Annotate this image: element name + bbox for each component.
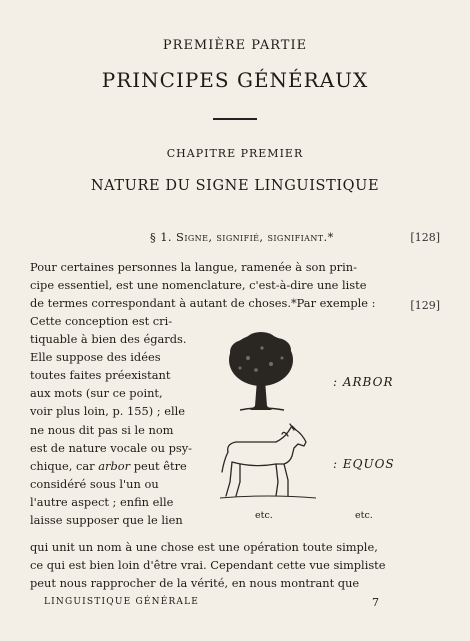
margin-ref-129: [129] xyxy=(410,299,440,312)
narrow-line: voir plus loin, p. 155) ; elle xyxy=(30,404,186,419)
etc-left: etc. xyxy=(255,510,273,521)
page-number: 7 xyxy=(372,596,379,609)
running-title: LINGUISTIQUE GÉNÉRALE xyxy=(44,597,200,607)
narrow-line: chique, car arbor peut être xyxy=(30,458,187,473)
intro-paragraph xyxy=(30,258,428,312)
narrow-line: laisse supposer que le lien xyxy=(30,513,183,528)
section-star: * xyxy=(327,230,334,244)
chapter-title: NATURE DU SIGNE LINGUISTIQUE xyxy=(90,178,380,194)
tree-label: : ARBOR xyxy=(333,375,394,389)
chapter-heading: CHAPITRE PREMIER xyxy=(166,147,304,160)
paragraph-line: Pour certaines personnes la langue, ramenée à son prin- xyxy=(30,260,357,274)
narrow-line: tiquable à bien des égards. xyxy=(30,332,187,347)
narrow-line: l'autre aspect ; enfin elle xyxy=(30,494,174,509)
etc-right: etc. xyxy=(355,510,373,521)
part-title: PRINCIPES GÉNÉRAUX xyxy=(101,68,369,92)
title-divider xyxy=(213,118,257,120)
section-number: § 1. xyxy=(150,230,172,244)
tree-illustration xyxy=(226,330,296,414)
narrow-line: Cette conception est cri- xyxy=(30,314,173,328)
section-title: Signe, signifié, signifiant. xyxy=(176,230,328,244)
arbor-italic: arbor xyxy=(98,458,131,473)
narrow-line: Elle suppose des idées xyxy=(30,350,161,365)
closing-line: ce qui est bien loin d'être vrai. Cependant cette vue simpliste xyxy=(30,558,386,573)
horse-label: : EQUOS xyxy=(333,457,395,471)
section-heading xyxy=(150,230,334,244)
paragraph-line: de termes correspondant à autant de choses.*Par exemple : xyxy=(30,296,376,311)
narrow-line: considéré sous l'un ou xyxy=(30,476,159,491)
closing-paragraph xyxy=(30,538,428,592)
closing-line: peut nous rapprocher de la vérité, en nous montrant que xyxy=(30,576,360,591)
narrow-line: toutes faites préexistant xyxy=(30,368,171,383)
closing-line: qui unit un nom à une chose est une opération toute simple, xyxy=(30,540,378,554)
part-heading: PREMIÈRE PARTIE xyxy=(162,38,308,53)
horse-illustration xyxy=(218,422,318,502)
narrow-line: est de nature vocale ou psy- xyxy=(30,440,192,455)
margin-ref-128: [128] xyxy=(410,231,440,244)
narrow-line: aux mots (sur ce point, xyxy=(30,386,163,401)
narrow-line: ne nous dit pas si le nom xyxy=(30,422,174,437)
narrow-column-text xyxy=(30,312,202,529)
paragraph-line: cipe essentiel, est une nomenclature, c'est-à-dire une liste xyxy=(30,278,367,293)
